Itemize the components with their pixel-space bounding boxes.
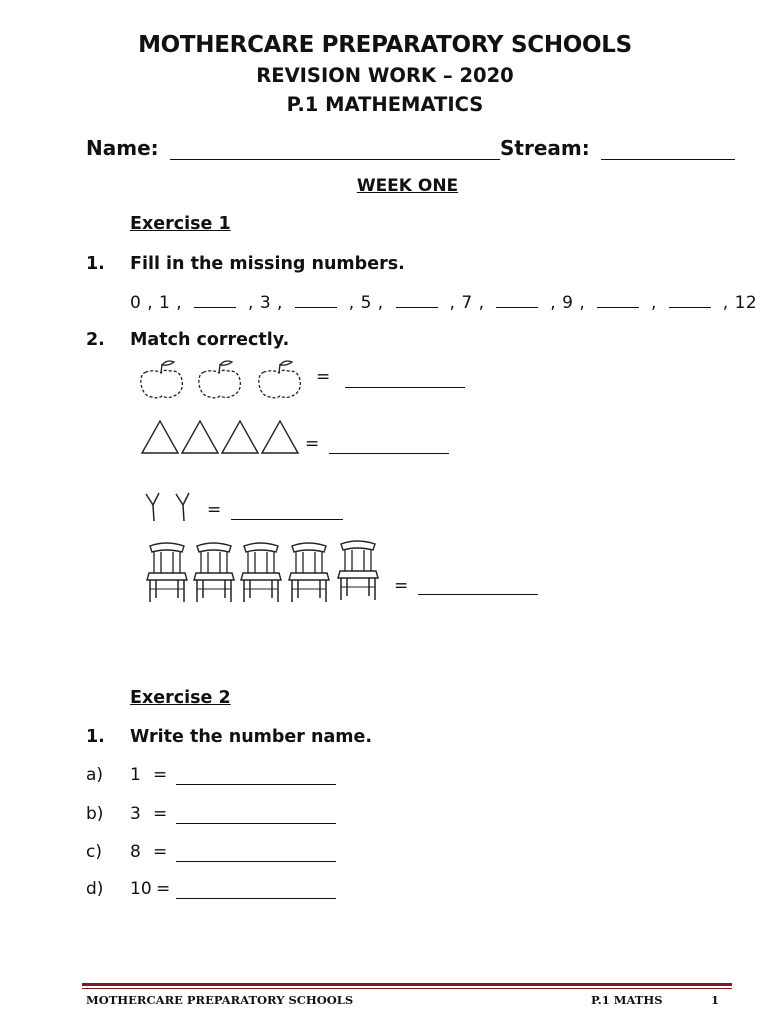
- equals-sign: =: [156, 879, 171, 899]
- apple-icon: [141, 361, 182, 398]
- school-title: MOTHERCARE PREPARATORY SCHOOLS: [138, 32, 632, 58]
- sequence-number: 9: [562, 293, 574, 313]
- stream-line[interactable]: [601, 141, 735, 160]
- question-text: Fill in the missing numbers.: [130, 254, 405, 274]
- chair-icon: [147, 543, 187, 602]
- stream-field[interactable]: [500, 136, 735, 160]
- footer-rule-thin: [82, 988, 732, 989]
- item-value: 3: [130, 804, 141, 824]
- exercise-1-heading: Exercise 1: [130, 214, 231, 234]
- sequence-comma: ,: [141, 293, 160, 313]
- footer-rule: [82, 983, 732, 986]
- sequence-comma: ,: [645, 293, 663, 313]
- sequence-number: 7: [461, 293, 473, 313]
- equals-sign: =: [207, 500, 222, 520]
- answer-line[interactable]: [345, 373, 465, 388]
- equals-sign: =: [153, 842, 168, 862]
- equals-sign: =: [316, 367, 331, 387]
- sequence-comma: ,: [573, 293, 592, 313]
- apple-icon: [199, 361, 240, 398]
- number-sequence: [130, 293, 757, 313]
- answer-line[interactable]: [176, 770, 336, 785]
- missing-number-blank[interactable]: [597, 293, 639, 308]
- missing-number-blank[interactable]: [496, 293, 538, 308]
- sequence-comma: ,: [170, 293, 189, 313]
- stick-icon: [146, 493, 159, 521]
- chair-icon: [241, 543, 281, 602]
- chair-icon: [289, 543, 329, 602]
- apple-icon: [259, 361, 300, 398]
- sequence-number: 1: [159, 293, 171, 313]
- equals-sign: =: [153, 804, 168, 824]
- question-text: Write the number name.: [130, 727, 373, 747]
- sequence-comma: ,: [472, 293, 491, 313]
- sticks-picture: [143, 490, 198, 524]
- sequence-number: 5: [360, 293, 372, 313]
- triangle-icon: [142, 421, 178, 453]
- question-text: Match correctly.: [130, 330, 290, 350]
- item-value: 8: [130, 842, 141, 862]
- item-letter: b): [86, 804, 104, 824]
- triangle-icon: [262, 421, 298, 453]
- triangle-icon: [182, 421, 218, 453]
- sequence-comma: ,: [716, 293, 735, 313]
- sequence-comma: ,: [242, 293, 260, 313]
- question-number: 1.: [86, 254, 105, 274]
- sequence-comma: ,: [271, 293, 289, 313]
- name-field[interactable]: [86, 136, 500, 160]
- sequence-comma: ,: [544, 293, 563, 313]
- apples-picture: [136, 356, 306, 404]
- equals-sign: =: [394, 576, 409, 596]
- sequence-number: 12: [734, 293, 758, 313]
- chair-icon: [194, 543, 234, 602]
- footer-subject: P.1 MATHS: [591, 993, 663, 1007]
- item-letter: a): [86, 765, 104, 785]
- equals-sign: =: [153, 765, 168, 785]
- triangles-picture: [140, 418, 302, 456]
- answer-line[interactable]: [418, 580, 538, 595]
- stream-label: Stream:: [500, 136, 590, 160]
- revision-subtitle: REVISION WORK – 2020: [256, 64, 514, 87]
- stick-icon: [176, 493, 189, 521]
- answer-line[interactable]: [231, 505, 343, 520]
- item-letter: d): [86, 879, 104, 899]
- missing-number-blank[interactable]: [396, 293, 438, 308]
- sequence-number: 0: [130, 293, 142, 313]
- name-label: Name:: [86, 136, 159, 160]
- answer-line[interactable]: [329, 439, 449, 454]
- answer-line[interactable]: [176, 809, 336, 824]
- page-number: 1: [711, 993, 720, 1007]
- item-value: 10: [130, 879, 152, 899]
- week-heading: WEEK ONE: [356, 176, 459, 196]
- equals-sign: =: [305, 434, 320, 454]
- exercise-2-heading: Exercise 2: [130, 688, 231, 708]
- answer-line[interactable]: [176, 884, 336, 899]
- answer-line[interactable]: [176, 847, 336, 862]
- item-value: 1: [130, 765, 141, 785]
- question-number: 1.: [86, 727, 105, 747]
- subject-title: P.1 MATHEMATICS: [286, 93, 484, 116]
- footer-school: MOTHERCARE PREPARATORY SCHOOLS: [86, 993, 354, 1007]
- missing-number-blank[interactable]: [194, 293, 236, 308]
- sequence-number: 3: [259, 293, 272, 313]
- question-number: 2.: [86, 330, 105, 350]
- triangle-icon: [222, 421, 258, 453]
- missing-number-blank[interactable]: [669, 293, 711, 308]
- sequence-comma: ,: [342, 293, 361, 313]
- item-letter: c): [86, 842, 102, 862]
- chair-icon: [338, 541, 378, 600]
- sequence-comma: ,: [371, 293, 390, 313]
- missing-number-blank[interactable]: [295, 293, 337, 308]
- name-line[interactable]: [170, 141, 500, 160]
- chairs-picture: [144, 538, 386, 606]
- sequence-comma: ,: [443, 293, 462, 313]
